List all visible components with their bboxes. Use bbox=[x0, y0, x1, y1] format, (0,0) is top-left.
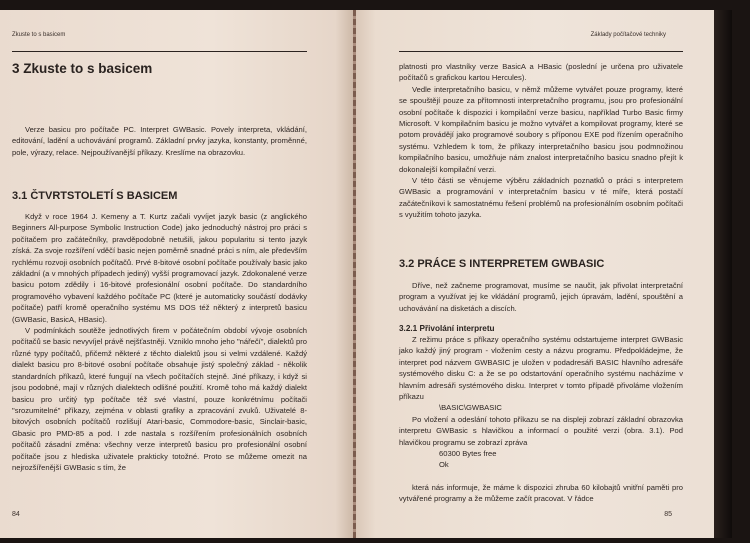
subsection-title: 3.2.1 Přivolání interpretu bbox=[399, 324, 495, 333]
body-paragraph: Po vložení a odeslání tohoto příkazu se na displeji zobrazí základní obrazovka interpretu GWBasic s hlavičkou a informací o použité verzi (obra. 3.1). Pod hlavičkou programu se zobrazí zpráva bbox=[399, 414, 683, 447]
right-page bbox=[353, 10, 732, 538]
message-line: Ok bbox=[439, 460, 449, 470]
section-intro bbox=[399, 280, 683, 314]
page-number: 84 bbox=[12, 511, 20, 518]
book-spine bbox=[353, 10, 356, 538]
continued-text bbox=[399, 61, 683, 221]
chapter-title: 3 Zkuste to s basicem bbox=[12, 61, 153, 76]
body-paragraph: která nás informuje, že máme k dispozici zhruba 60 kilobajtů vnitřní paměti pro vytvářené programy a že můžeme začít pracovat. V řádce bbox=[399, 482, 683, 504]
subsection-body bbox=[399, 334, 683, 505]
body-paragraph: Když v roce 1964 J. Kemeny a T. Kurtz začali vyvíjet jazyk basic (z anglického Beginners All-purpose Symbolic Instruction Code) jako jednoduchý nástroj pro práci s počítačem pro začátečníky, pravděpodobně netušili, jakou popularitu si tento jazyk získá. Za svoje rozšíření vděčí basic nejen poměrně snadné práci s ním, ale především rychlému rozvoji osobních počítačů. Prvé 8-bitové osobní počítače používaly basic jako základní (a v mnohých případech jediný) vyšší programovací jazyk. Zdokonalené verze basicu potom zdědily i 16-bitové profesionální osobní počítače. Do standardního programového vybavení každého počítače PC (které je automaticky součástí dodávky počítače) patří kromě operačního systému MS DOS též některý z interpretů basicu (GWBasic, BasicA, HBasic). bbox=[12, 212, 307, 324]
header-rule bbox=[12, 51, 307, 52]
body-paragraph: Vedle interpretačního basicu, v němž můžeme vytvářet pouze programy, které se spouštějí pouze za přítomnosti interpretačního programu, jsou pro profesionální osobní počítače k dispozici i kompilační verze basicu, například Turbo Basic firmy Microsoft. V kompilačním basicu je možno vytvářet a kompilovat programy, které se potom provádějí jako programové soubory s příponou EXE pod řízením operačního systému. Vzhledem k tom, že příkazy interpretačního basicu jsou podmnožinou kompilačního basicu, umožňuje nám znalost interpretačního basicu snadno přejít k dokonalejší kompilační verzi. bbox=[399, 84, 683, 174]
running-head: Základy počítačové techniky bbox=[590, 32, 666, 38]
body-paragraph: V podmínkách soutěže jednotlivých firem v počátečním období vývoje osobních počítačů se basic nevyvíjel právě nejšťastněji. Vzniklo mnoho jeho "nářečí", dialektů pro různé typy počítačů, přičemž některé z těchto dialektů jsou si velmi vzdálené. Každý dialekt basicu pro 8-bitové osobní počítače obsahuje jistý společný základ - několik standardních příkazů, které fungují na všech počítačích stejně. Jiné příkazy, i když si jsou podobné, mají v různých dialektech odlišné použití. Kromě toho má každý dialekt basicu pro určitý typ počítače též své vlastní, pouze konkrétnímu počítači "srozumitelné" příkazy, zejména v oblasti grafiky a zpracování zvuků. Uživatelé 8-bitových osobních počítačů rozlišují Atari-basic, Commodore-basic, Sinclair-basic, Gbasic pro PMD-85 a pod. I zde nastala s rozšířením profesionálních osobních počítačů zásadní změna: všechny verze interpretů basicu pro profesionální osobní počítače jsou z hlediska uživatele prakticky totožné. Proto se můžeme omezit na nejrozšířenější GWBasic s tím, že bbox=[12, 326, 307, 472]
section-body bbox=[12, 211, 307, 473]
body-paragraph: Z režimu práce s příkazy operačního systému odstartujeme interpret GWBasic jako každý jiný program - vložením cesty a názvu programu. Předpokládejme, že interpret pod názvem GWBASIC je uložen v podadresáři BASIC hlavního adresáře systémového disku C: a že se po odstartování operačního systému nacházíme v hlavním adresáři systémového disku. Interpret v tomto případě přivoláme vložením příkazu bbox=[399, 335, 683, 402]
body-paragraph: platnosti pro vlastníky verze BasicA a HBasic (poslední je určena pro uživatele počítačů s grafickou kartou Hercules). bbox=[399, 62, 683, 83]
left-page bbox=[0, 10, 353, 538]
intro-paragraph: Verze basicu pro počítače PC. Interpret GWBasic. Povely interpreta, vkládání, editování, ladění a uchovávání programů. Základní prvky jazyka, konstanty, proměnné, pole, výrazy, relace. Nejpoužívanější příkazy. Kreslíme na obrazovku. bbox=[12, 125, 307, 157]
running-head: Zkuste to s basicem bbox=[12, 32, 66, 38]
header-rule bbox=[399, 51, 683, 52]
body-paragraph: Dříve, než začneme programovat, musíme se naučit, jak přivolat interpretační program a využívat jej ke vkládání programů, jejich úpravám, ladění, spouštění a uchovávání na disketách a discích. bbox=[399, 281, 683, 313]
book-spread bbox=[0, 10, 732, 538]
chapter-intro bbox=[12, 124, 307, 158]
body-paragraph: V této části se věnujeme výběru základních poznatků o práci s interpretem GWBasic a programování v interpretačním basicu v té míře, která postačí začátečníkovi k samostatnému řešení problémů na profesionálním osobním počítači s využitím tohoto jazyka. bbox=[399, 176, 683, 220]
page-number: 85 bbox=[664, 511, 672, 518]
command-line: \BASIC\GWBASIC bbox=[439, 403, 502, 413]
page-edge-shadow bbox=[714, 10, 732, 538]
message-line: 60300 Bytes free bbox=[439, 449, 497, 459]
section-title: 3.1 ČTVRTSTOLETÍ S BASICEM bbox=[12, 190, 178, 202]
section-title: 3.2 PRÁCE S INTERPRETEM GWBASIC bbox=[399, 258, 605, 270]
